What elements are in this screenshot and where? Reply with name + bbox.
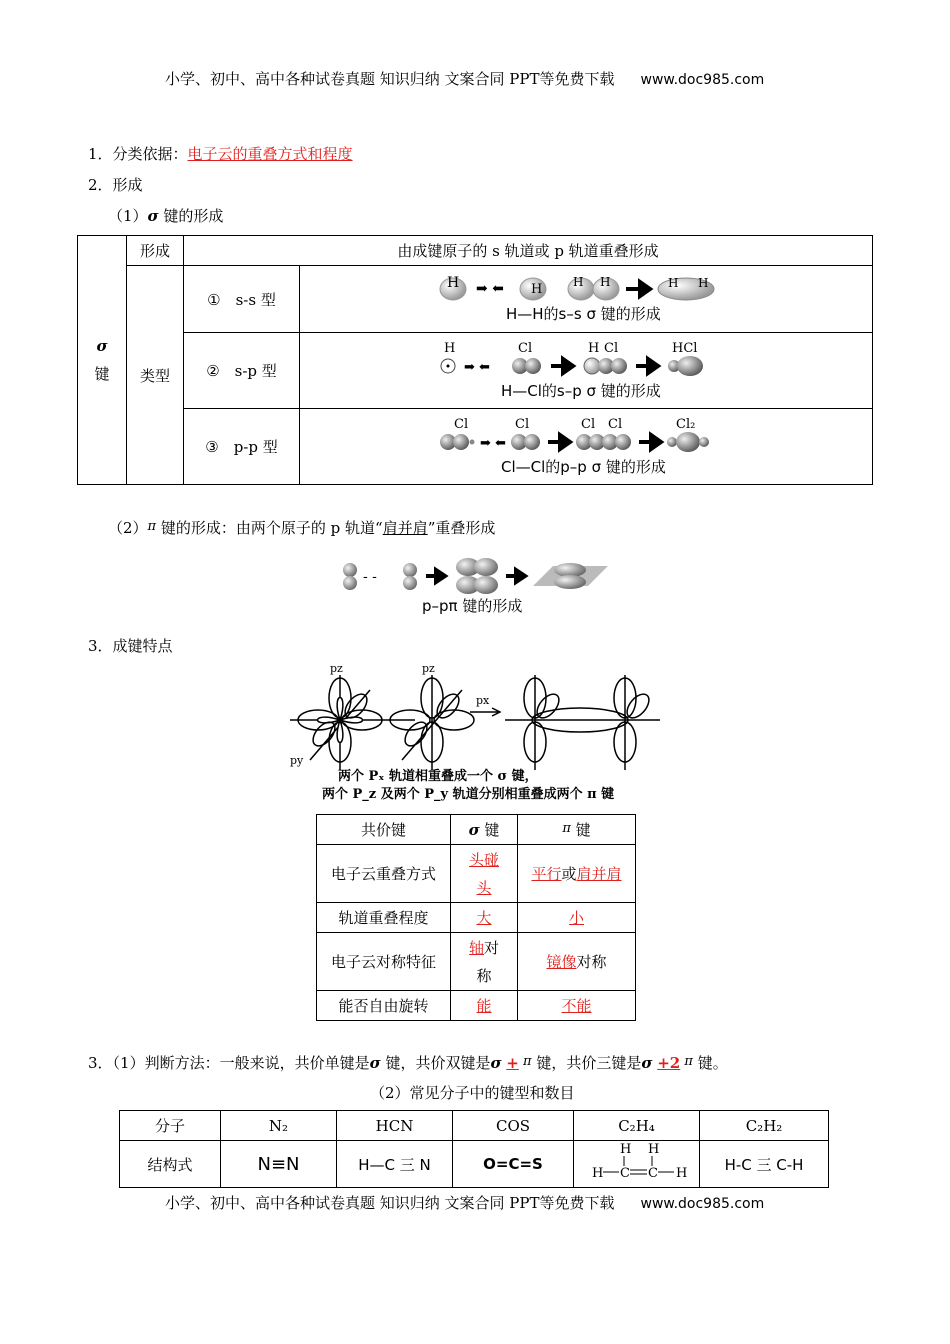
type-label: 类型 bbox=[127, 266, 184, 485]
sub1-prefix: （1） bbox=[108, 207, 148, 225]
pi-formation-diagram bbox=[338, 556, 618, 618]
page-header bbox=[165, 68, 764, 89]
fig-caption-2: 两个 P_z 及两个 P_y 轨道分别相重叠成两个 π 键 bbox=[322, 787, 615, 802]
pi-or: 或 bbox=[561, 865, 577, 883]
s4-t3: 键。 bbox=[697, 1054, 728, 1072]
cl-label: Cl bbox=[604, 340, 619, 356]
common-molecules-heading: （2）常见分子中的键型和数目 bbox=[370, 1084, 575, 1102]
row-symmetry-sigma bbox=[451, 933, 518, 991]
head-hcn: HCN bbox=[337, 1111, 453, 1141]
sp-diagram-cell bbox=[300, 333, 873, 409]
row-overlap-degree-label: 轨道重叠程度 bbox=[317, 903, 451, 933]
sigma-symbol: σ bbox=[147, 207, 159, 225]
hcl-label: HCl bbox=[672, 340, 698, 356]
p-lobe bbox=[470, 439, 475, 444]
formation-label: 形成 bbox=[127, 236, 184, 266]
formation-text: 由成键原子的 s 轨道或 p 轨道重叠形成 bbox=[184, 236, 873, 266]
section-1 bbox=[88, 143, 353, 164]
svg-text:C: C bbox=[647, 1166, 658, 1181]
pi-cloud bbox=[554, 575, 586, 589]
row-rotation-label: 能否自由旋转 bbox=[317, 991, 451, 1021]
arrow-right bbox=[626, 282, 650, 296]
h-label: H bbox=[573, 275, 584, 289]
arrow-right bbox=[639, 435, 661, 449]
ss-diagram-cell bbox=[300, 266, 873, 333]
footer-text: 小学、初中、高中各种试卷真题 知识归纳 文案合同 PPT等免费下载 bbox=[165, 1194, 615, 1212]
py-label: py bbox=[290, 754, 304, 767]
p-lobe bbox=[677, 356, 703, 376]
cl2-label: Cl₂ bbox=[676, 416, 696, 432]
head-pi: π 键 bbox=[518, 815, 636, 845]
pp-caption: Cl—Cl的p–p σ 键的形成 bbox=[501, 457, 666, 476]
arrow-in: ➡ ⬅ bbox=[480, 435, 506, 451]
pz-label-2: pz bbox=[422, 662, 435, 675]
type-pp-name: ③ p-p 型 bbox=[184, 409, 300, 485]
p-lobe bbox=[474, 576, 498, 594]
p-lobe bbox=[403, 563, 417, 577]
h-label: H bbox=[668, 276, 679, 290]
head-bond: 共价键 bbox=[317, 815, 451, 845]
p-lobe bbox=[403, 576, 417, 590]
n2-formula: N≡N bbox=[221, 1141, 337, 1188]
h-label: H bbox=[444, 340, 456, 356]
cl-label: Cl bbox=[515, 416, 530, 432]
s-orbital bbox=[584, 358, 600, 374]
pp-diagram-cell bbox=[300, 409, 873, 485]
svg-text:H: H bbox=[619, 1142, 631, 1157]
s4-plus-answer: + bbox=[506, 1054, 519, 1072]
arrow-right bbox=[426, 570, 445, 582]
type-sp-name: ② s-p 型 bbox=[184, 333, 300, 409]
arrow-right bbox=[506, 570, 525, 582]
svg-text:H: H bbox=[591, 1166, 603, 1181]
pi-prefix: （2） bbox=[108, 519, 148, 537]
svg-text:C: C bbox=[619, 1166, 630, 1181]
sigma-answer: 轴 bbox=[468, 938, 484, 957]
sp-caption: H—Cl的s–p σ 键的形成 bbox=[501, 381, 661, 400]
s4-plus2-answer: +2 bbox=[657, 1054, 681, 1072]
p-lobe bbox=[615, 434, 631, 450]
s1-prefix: 1．分类依据： bbox=[88, 145, 188, 163]
sigma-bond-table bbox=[77, 235, 873, 485]
p-lobe bbox=[343, 563, 357, 577]
row-overlap-degree-pi bbox=[518, 903, 636, 933]
ss-caption: H—H的s–s σ 键的形成 bbox=[506, 305, 661, 323]
pi-answer: 不能 bbox=[561, 997, 592, 1015]
h-label: H bbox=[600, 275, 611, 289]
h-label: H bbox=[447, 275, 460, 291]
footer-url[interactable]: www.doc985.com bbox=[640, 1196, 765, 1212]
p-lobe bbox=[474, 558, 498, 576]
pi-answer-b: 肩并肩 bbox=[576, 865, 622, 883]
p-lobe bbox=[524, 434, 540, 450]
head-cos: COS bbox=[453, 1111, 574, 1141]
hcn-formula: H—C 三 N bbox=[337, 1141, 453, 1188]
pi-text-a: 键的形成：由两个原子的 p 轨道“ bbox=[160, 519, 383, 537]
cl-label: Cl bbox=[608, 416, 623, 432]
page-footer bbox=[165, 1192, 764, 1213]
row-rotation-sigma bbox=[451, 991, 518, 1021]
header-text: 小学、初中、高中各种试卷真题 知识归纳 文案合同 PPT等免费下载 bbox=[165, 70, 615, 88]
pi-symbol: π bbox=[147, 519, 157, 534]
sp-sigma-diagram bbox=[436, 338, 736, 404]
arrow-in: ➡ ⬅ bbox=[464, 359, 490, 375]
sigma-label-text: 键 bbox=[94, 364, 110, 383]
row-symmetry-pi bbox=[518, 933, 636, 991]
row-overlap-mode-sigma bbox=[451, 845, 518, 903]
h-label: H bbox=[698, 276, 709, 290]
p-lobe bbox=[699, 437, 709, 447]
head-sigma: σ 键 bbox=[451, 815, 518, 845]
row-overlap-mode-pi bbox=[518, 845, 636, 903]
head-n2: N₂ bbox=[221, 1111, 337, 1141]
section-2-title: 2．形成 bbox=[88, 176, 143, 194]
p-lobe bbox=[525, 358, 541, 374]
s4-t1: 键，共价双键是 bbox=[385, 1054, 491, 1072]
dash-arrow: - - bbox=[363, 569, 377, 585]
pi-answer: 镜像 bbox=[546, 953, 577, 971]
sigma-answer: 大 bbox=[476, 909, 492, 927]
s4-prefix: 3．（1）判断方法：一般来说，共价单键是 bbox=[88, 1054, 370, 1072]
structure-label: 结构式 bbox=[120, 1141, 221, 1188]
sigma-symbol: σ bbox=[96, 336, 108, 355]
px-label: px bbox=[476, 694, 490, 707]
ss-sigma-diagram bbox=[436, 269, 736, 329]
type-ss-name: ① s-s 型 bbox=[184, 266, 300, 333]
pi-text-b: ”重叠形成 bbox=[427, 519, 496, 537]
sigma-text: 对称 bbox=[476, 938, 500, 985]
s1-answer: 电子云的重叠方式和程度 bbox=[187, 145, 353, 163]
row-overlap-mode-label: 电子云重叠方式 bbox=[317, 845, 451, 903]
row-symmetry-label: 电子云对称特征 bbox=[317, 933, 451, 991]
p-lobe bbox=[676, 432, 700, 452]
cl-label: Cl bbox=[454, 416, 469, 432]
svg-text:H: H bbox=[647, 1142, 659, 1157]
h-label: H bbox=[531, 282, 543, 297]
atom-2-orbitals bbox=[390, 675, 474, 770]
cos-formula: O=C=S bbox=[453, 1141, 574, 1188]
sigma-pi-comparison-table bbox=[316, 814, 636, 1021]
h-label: H bbox=[588, 340, 600, 356]
head-c2h4: C₂H₄ bbox=[574, 1111, 700, 1141]
fig-caption-1: 两个 Pₓ 轨道相重叠成一个 σ 键， bbox=[338, 769, 538, 784]
row-overlap-degree-sigma bbox=[451, 903, 518, 933]
arrow-right bbox=[551, 359, 573, 373]
pz-label-1: pz bbox=[330, 662, 343, 675]
judgement-method: 3．（1）判断方法：一般来说，共价单键是σ 键，共价双键是σ + π 键，共价三键是σ +2 π 键。 bbox=[88, 1054, 728, 1072]
p-lobe bbox=[453, 434, 469, 450]
arrow-in: ➡ ⬅ bbox=[476, 281, 504, 297]
molecule-bond-table bbox=[119, 1110, 829, 1188]
arrow-right bbox=[636, 359, 658, 373]
section-3-title: 3．成键特点 bbox=[88, 637, 173, 655]
p-lobe bbox=[667, 437, 677, 447]
sigma-row-label bbox=[78, 236, 127, 485]
arrow-right bbox=[548, 435, 570, 449]
head-molecule: 分子 bbox=[120, 1111, 221, 1141]
c2h2-formula: H-C 三 C-H bbox=[700, 1141, 829, 1188]
molecule-orbitals bbox=[505, 675, 660, 770]
c2h4-formula bbox=[574, 1141, 700, 1188]
pi-text: 对称 bbox=[576, 953, 607, 971]
pi-answer-a: 平行 bbox=[531, 865, 562, 883]
orbital-overlap-figure bbox=[290, 660, 660, 805]
svg-text:H: H bbox=[675, 1166, 687, 1181]
pi-cloud bbox=[554, 563, 586, 577]
header-url[interactable]: www.doc985.com bbox=[640, 72, 765, 88]
pi-caption: p–pπ 键的形成 bbox=[422, 597, 523, 615]
row-rotation-pi bbox=[518, 991, 636, 1021]
pi-answer: 肩并肩 bbox=[382, 519, 428, 537]
arrow-right bbox=[470, 708, 500, 716]
c2h4-structure bbox=[582, 1141, 692, 1183]
p-lobe bbox=[611, 358, 627, 374]
sigma-answer: 头碰头 bbox=[468, 850, 499, 897]
pp-sigma-diagram bbox=[436, 414, 736, 480]
sub1-text: 键的形成 bbox=[163, 207, 224, 225]
pi-answer: 小 bbox=[568, 909, 584, 927]
sigma-formation-heading bbox=[108, 205, 223, 226]
head-c2h2: C₂H₂ bbox=[700, 1111, 829, 1141]
pi-formation-heading bbox=[108, 517, 495, 538]
sigma-answer: 能 bbox=[476, 997, 492, 1015]
nucleus bbox=[447, 364, 450, 367]
s4-t2: 键，共价三键是 bbox=[536, 1054, 642, 1072]
atom-1-orbitals bbox=[290, 675, 415, 770]
p-lobe bbox=[343, 576, 357, 590]
cl-label: Cl bbox=[518, 340, 533, 356]
cl-label: Cl bbox=[581, 416, 596, 432]
